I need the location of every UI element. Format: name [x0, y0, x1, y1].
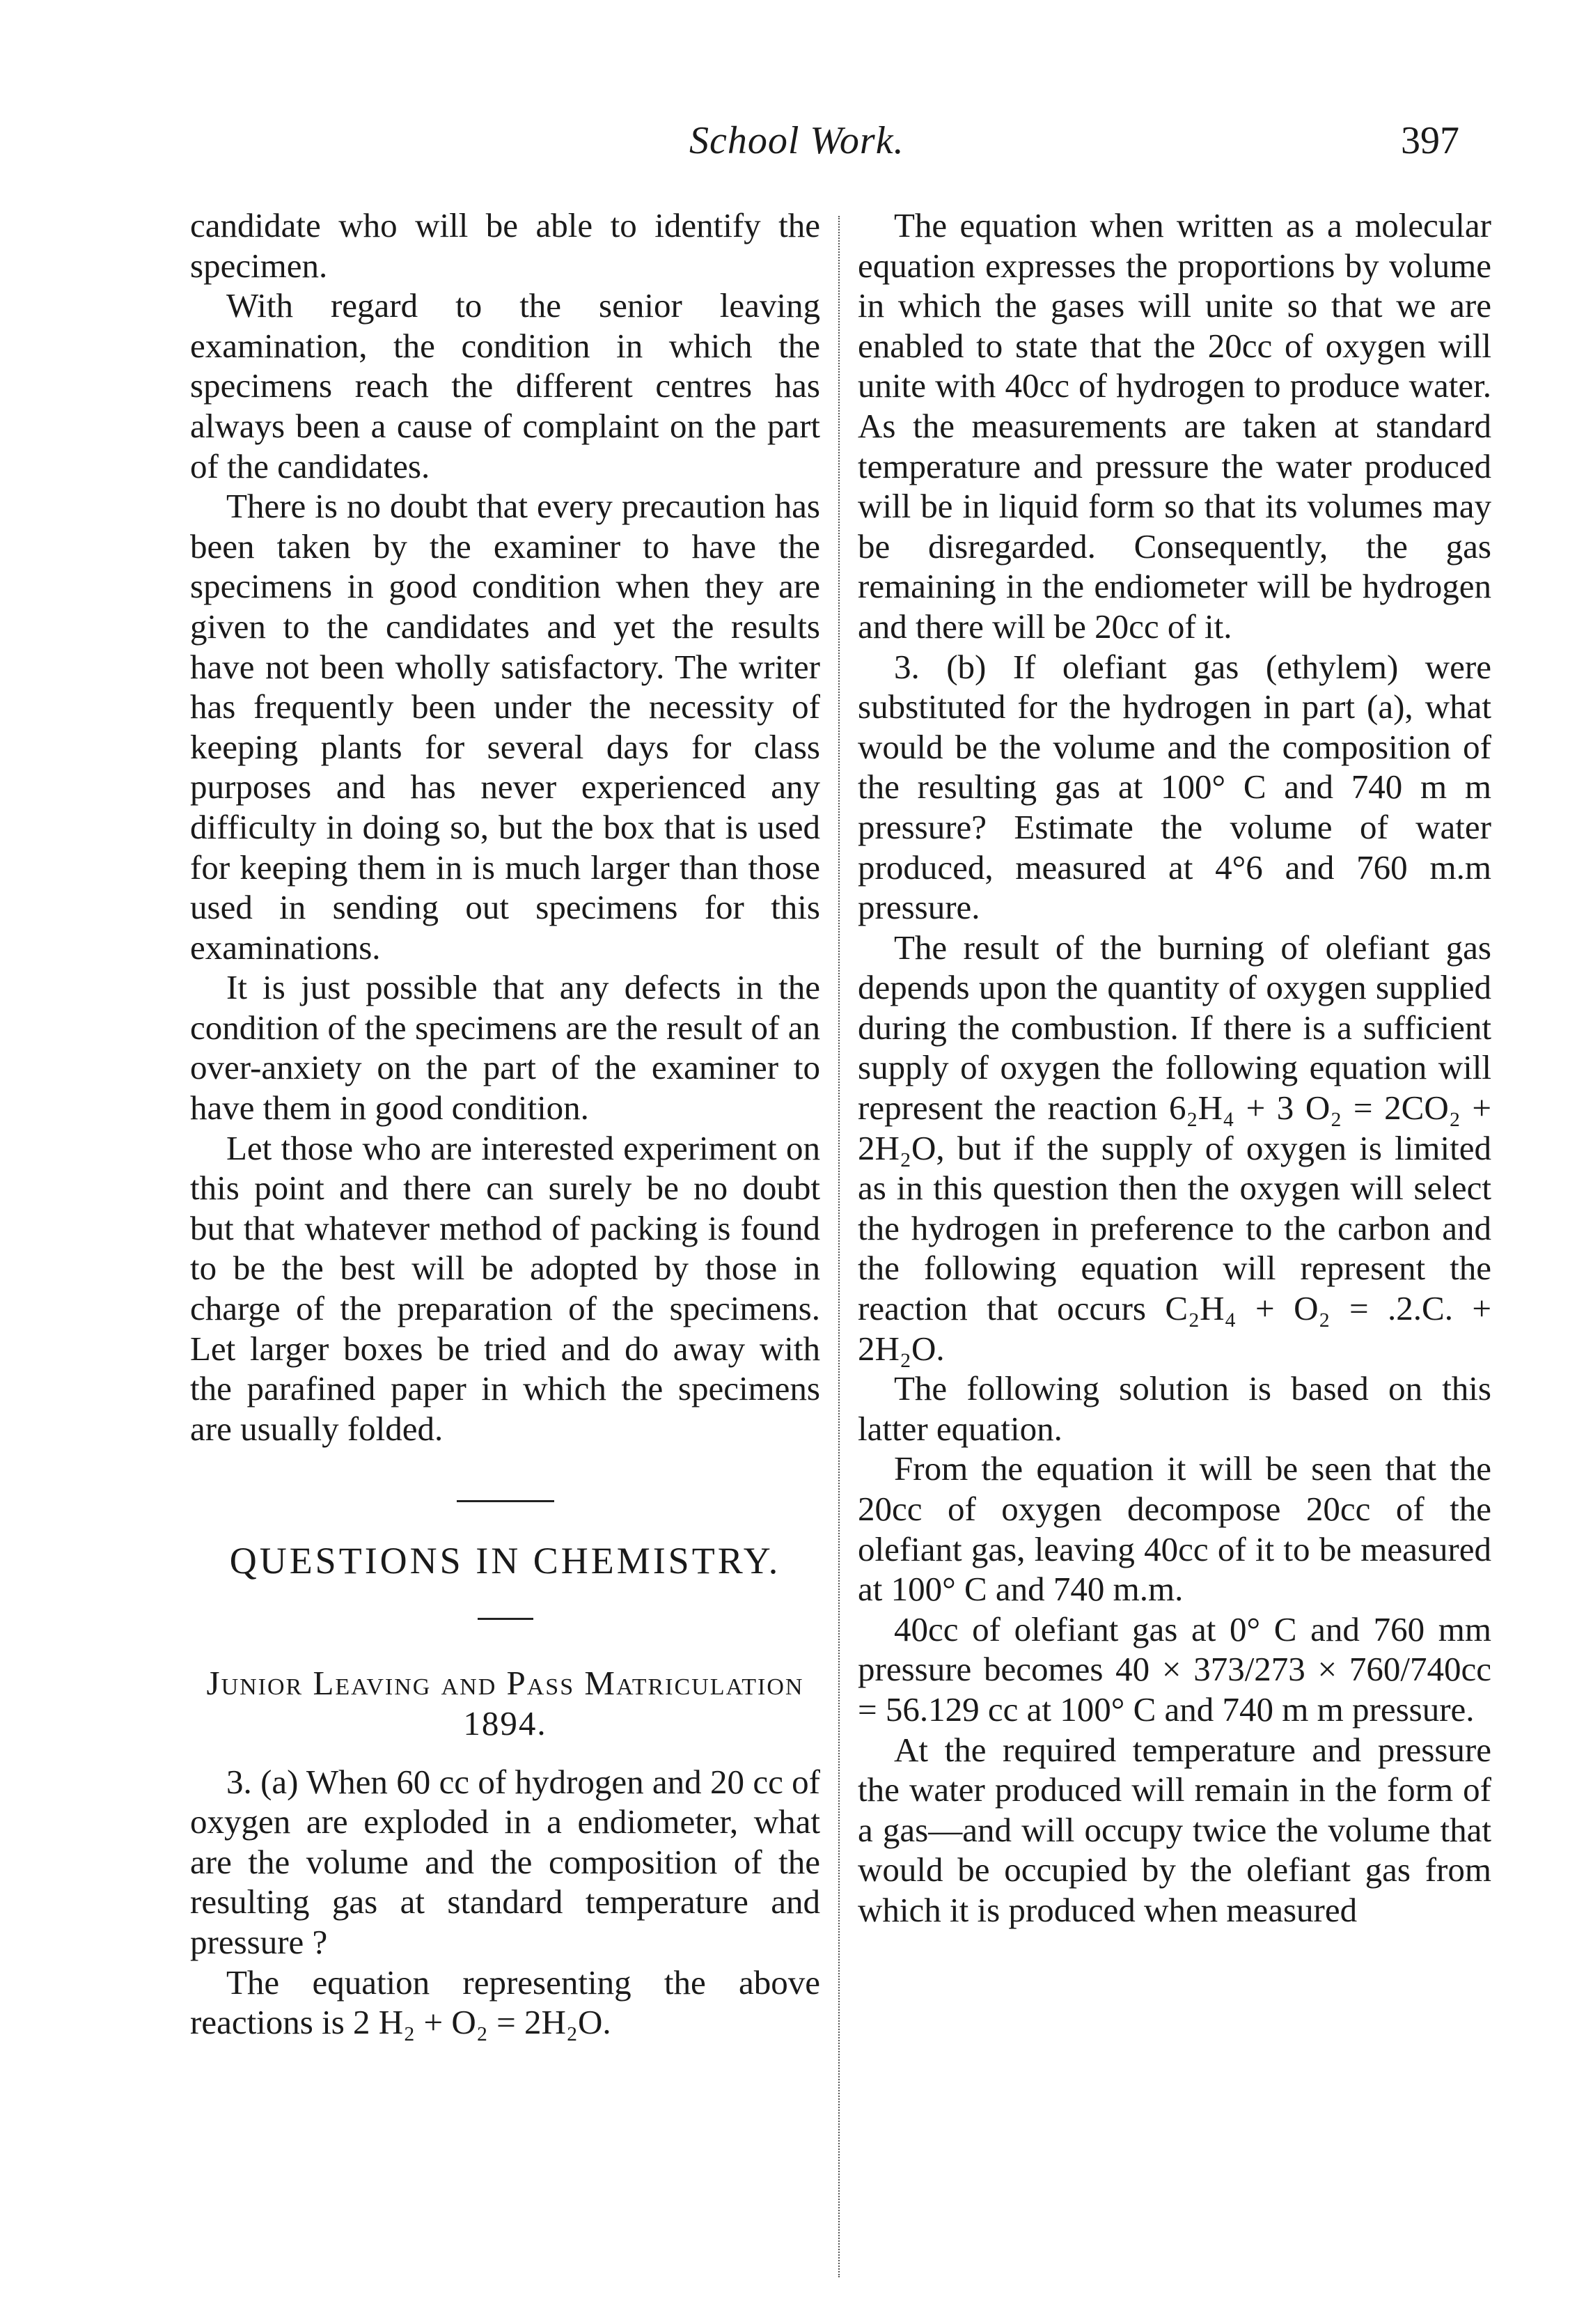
section-rule-small — [190, 1598, 820, 1639]
paragraph: The following solution is based on this latter equation. — [858, 1369, 1491, 1448]
running-title: School Work. — [689, 119, 904, 162]
paragraph: It is just possible that any defects in the condition of the specimens are the result of an over-anxiety on the part of the examiner to have them in good condition. — [190, 968, 820, 1128]
paragraph: From the equation it will be seen that the 20cc of oxygen decompose 20cc of the olefiant gas, leaving 40cc of it to be measured at 100° C and 740 m.m. — [858, 1449, 1491, 1609]
page-number: 397 — [1401, 119, 1459, 162]
paragraph: There is no doubt that every precaution has been taken by the examiner to have the specimens in good condition when they are given to the candidates and yet the results have not been wholly satisfactory. The writer has frequently been under the necessity of keeping plants for several days for class purposes and has never experienced any difficulty in doing so, but the box that is used for keeping them in is much larger than those used in sending out specimens for this examinations. — [190, 487, 820, 967]
paragraph: The equation representing the above reactions is 2 H₂ + O₂ = 2H₂O. — [190, 1963, 820, 2042]
paragraph: candidate who will be able to identify the specimen. — [190, 206, 820, 285]
right-column — [858, 205, 1491, 2281]
subheading: Junior Leaving and Pass Matriculation 1894. — [206, 1664, 804, 1742]
section-rule — [190, 1471, 820, 1531]
paragraph: The equation when written as a molecular equation expresses the proportions by volume in which the gases will unite so that we are enabled to state that the 20cc of oxygen will unite with 40cc of hydrogen to produce water. As the measurements are taken at standard temperature and pressure the water produced will be in liquid form so that its volumes may be disregarded. Consequently, the gas remaining in the endiometer will be hydrogen and there will be 20cc of it. — [858, 206, 1491, 646]
question-paragraph: 3. (a) When 60 cc of hydrogen and 20 cc of oxygen are exploded in a endiometer, what are the volume and the composition of the resulting gas at standard temperature and pressure ? — [190, 1762, 820, 1961]
paragraph: With regard to the senior leaving examination, the condition in which the specimens reach the different centres has always been a cause of complaint on the part of the candidates. — [190, 286, 820, 485]
paragraph: At the required temperature and pressure the water produced will remain in the form of a gas—and will occupy twice the volume that would be occupied by the olefiant gas from which it is produced when measured — [858, 1730, 1491, 1929]
left-column — [190, 205, 820, 2281]
section-heading: QUESTIONS IN CHEMISTRY. — [229, 1540, 781, 1582]
paragraph: The result of the burning of olefiant gas depends upon the quantity of oxygen supplied during the combustion. If there is a sufficient supply of oxygen the following equation will represent the reaction 6₂H₄ + 3 O₂ = 2CO₂ + 2H₂O, but if the supply of oxygen is limited as in this question then the oxygen will select the hydrogen in preference to the carbon and the following equation will represent the reaction that occurs C₂H₄ + O₂ = .2.C. + 2H₂O. — [858, 928, 1491, 1368]
paragraph: Let those who are interested experiment on this point and there can surely be no doubt but that whatever method of packing is found to be the best will be adopted by those in charge of the preparation of the specimens. Let larger boxes be tried and do away with the parafined paper in which the specimens are usually folded. — [190, 1128, 820, 1448]
paragraph: 40cc of olefiant gas at 0° C and 760 mm pressure becomes 40 × 373/273 × 760/740cc = 56.129 cc at 100° C and 740 m m pressure. — [858, 1609, 1491, 1729]
column-divider — [838, 216, 840, 2277]
question-paragraph: 3. (b) If olefiant gas (ethylem) were substituted for the hydrogen in part (a), what would be the volume and the composition of the resulting gas at 100° C and 740 m m pressure? Estimate the volume of water produced, measured at 4°6 and 760 m.m pressure. — [858, 647, 1491, 927]
